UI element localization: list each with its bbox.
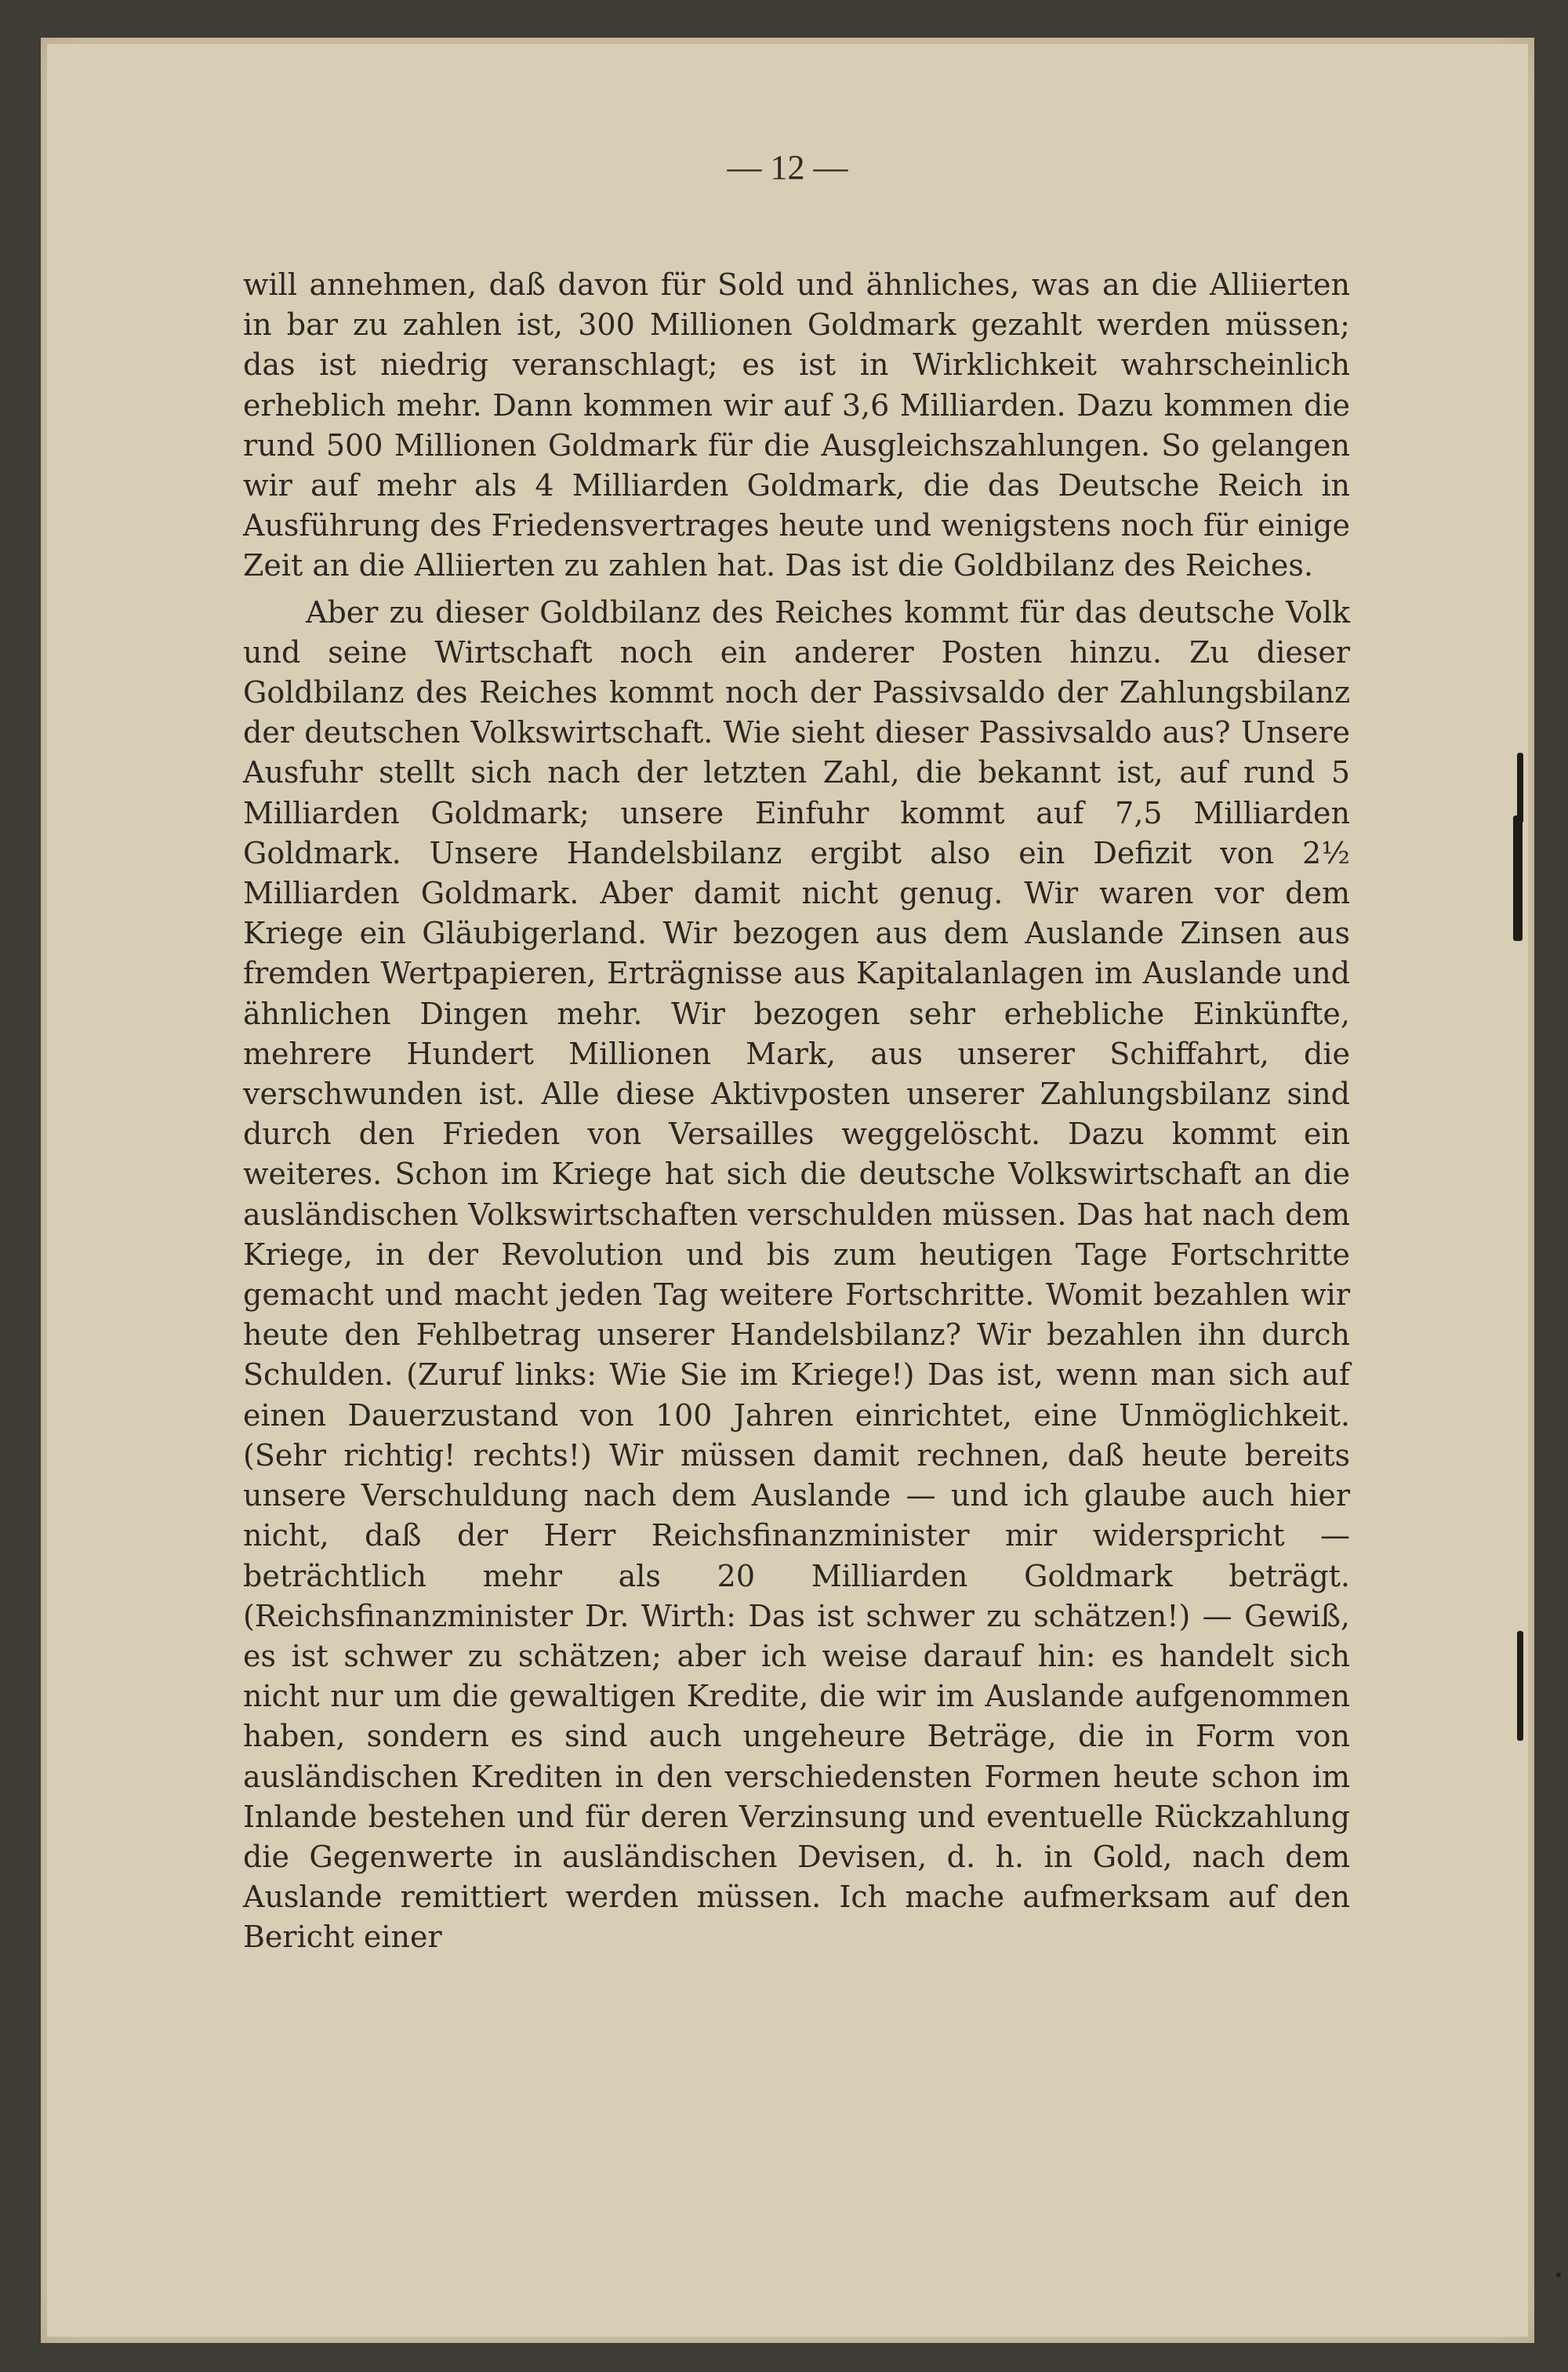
binding-mark [1513,815,1523,941]
book-page [41,38,1534,2343]
paragraph-1: will annehmen, daß davon für Sold und ähnliches, was an die Alliierten in bar zu zahlen ist, 300 Millionen Goldmark gezahlt werden müssen; das ist niedrig veranschlagt; es ist in Wirklichkeit wahrscheinlich erheblich mehr. Dann kommen wir auf 3,6 Milliarden. Dazu kommen die rund 500 Millionen Goldmark für die Ausgleichszahlungen. So gelangen wir auf mehr als 4 Milliarden Goldmark, die das Deutsche Reich in Ausführung des Friedensvertrages heute und wenigstens noch für einige Zeit an die Alliierten zu zahlen hat. Das ist die Goldbilanz des Reiches. [243,267,1350,583]
binding-mark [1517,753,1523,823]
paragraph-2: Aber zu dieser Goldbilanz des Reiches kommt für das deutsche Volk und seine Wirtschaft noch ein anderer Posten hinzu. Zu dieser Goldbilanz des Reiches kommt noch der Passivsaldo der Zahlungsbilanz der deutschen Volkswirtschaft. Wie sieht dieser Passivsaldo aus? Unsere Ausfuhr stellt sich nach der letzten Zahl, die bekannt ist, auf rund 5 Milliarden Goldmark; unsere Einfuhr kommt auf 7,5 Milliarden Goldmark. Unsere Handelsbilanz ergibt also ein Defizit von 2½ Milliarden Goldmark. Aber damit nicht genug. Wir waren vor dem Kriege ein Gläubigerland. Wir bezogen aus dem Auslande Zinsen aus fremden Wertpapieren, Erträgnisse aus Kapitalanlagen im Auslande und ähnlichen Dingen mehr. Wir bezogen sehr erhebliche Einkünfte, mehrere Hundert Millionen Mark, aus unserer Schiffahrt, die verschwunden ist. Alle diese Aktivposten unserer Zahlungsbilanz sind durch den Frieden von Versailles weggelöscht. Dazu kommt ein weiteres. Schon im Kriege hat sich die deutsche Volkswirtschaft an die ausländischen Volkswirtschaften verschulden müssen. Das hat nach dem Kriege, in der Revolution und bis zum heutigen Tage Fortschritte gemacht und macht jeden Tag weitere Fortschritte. Womit bezahlen wir heute den Fehlbetrag unserer Handelsbilanz? Wir bezahlen ihn durch Schulden. (Zuruf links: Wie Sie im Kriege!) Das ist, wenn man sich auf einen Dauerzustand von 100 Jahren einrichtet, eine Unmöglichkeit. (Sehr richtig! rechts!) Wir müssen damit rechnen, daß heute bereits unsere Verschuldung nach dem Auslande — und ich glaube auch hier nicht, daß der Herr Reichsfinanzminister mir widerspricht — beträchtlich mehr als 20 Milliarden Goldmark beträgt. (Reichsfinanzminister Dr. Wirth: Das ist schwer zu schätzen!) — Gewiß, es ist schwer zu schätzen; aber ich weise darauf hin: es handelt sich nicht nur um die gewaltigen Kredite, die wir im Auslande aufgenommen haben, sondern es sind auch ungeheure Beträge, die in Form von ausländischen Krediten in den verschiedensten Formen heute schon im Inlande bestehen und für deren Verzinsung und eventuelle Rückzahlung die Gegenwerte in ausländischen Devisen, d. h. in Gold, nach dem Auslande remittiert werden müssen. Ich mache aufmerksam auf den Bericht einer [243,594,1350,1955]
binding-mark [1517,1631,1523,1741]
scan-speck [1556,2272,1561,2277]
page-number: — 12 — [727,148,848,187]
body-text [243,265,1350,1958]
